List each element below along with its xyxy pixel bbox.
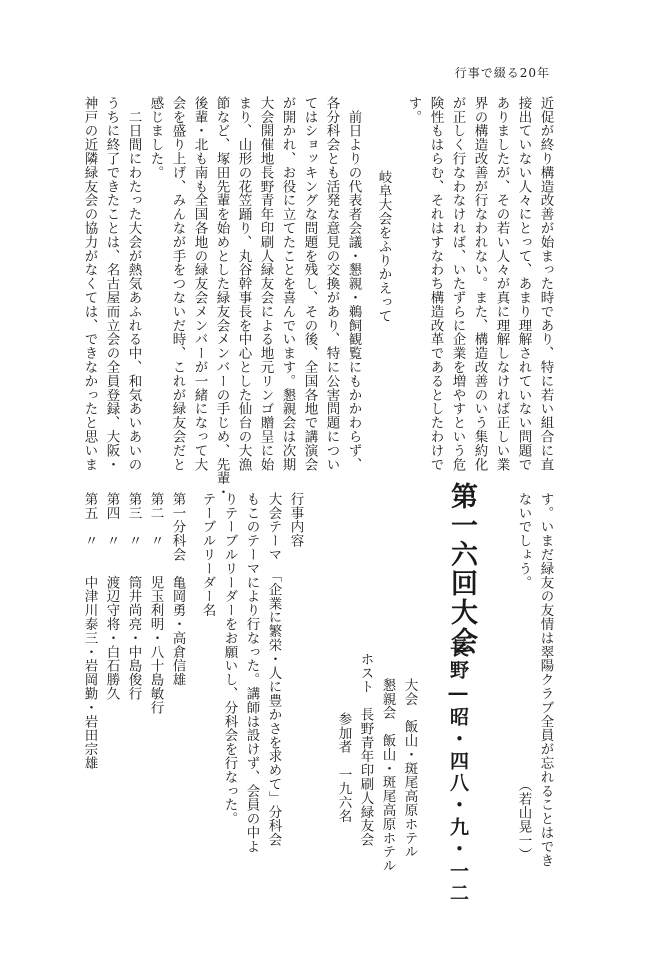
body-line: が正しく行なわなければ、いたずらに企業を増やすという危 [449,96,466,472]
leader-row: 第三 〃 筒井尚亮・中島俊行 [125,492,142,701]
body-line: す。 [405,96,422,124]
paragraph-line: 節など、塚田先輩を始めとした緑友会メンバーの手じめ、先輩・ [213,96,230,500]
paragraph-line: が開かれ、お役に立てたことを喜んでいます。懇親会は次期 [279,96,296,472]
body-line: 険性もはらむ、それはすなわち構造改革であるとしたわけで [427,96,444,472]
paragraph-line: 大会開催地長野青年印刷人緑友会による地元リンゴ贈呈に始 [257,96,274,472]
venue-info: 大会 飯山・斑尾高原ホテル [401,678,418,859]
leader-row: 第四 〃 渡辺守将・白石勝久 [103,492,120,701]
section-heading: 岐阜大会をふりかえって [375,170,392,323]
program-line: りテーブルリーダーをお願いし、分科会を行なった。 [221,492,238,826]
attendance-info: 参加者 一九六名 [335,712,352,824]
paragraph-line: 前日よりの代表者会議・懇親・鵜飼観覧にもかかわらず、 [345,96,362,472]
program-line: 大会テーマ 「企業に繁栄・人に豊かさを求めて」分科会 [265,492,282,847]
paragraph-line: 会を盛り上げ、みんなが手をつないだ時、これが緑友会だと [169,96,186,472]
program-line: テーブルリーダー名 [199,492,216,618]
meeting-title: 第一六回大会 [446,482,477,656]
program-line: もこのテーマにより行なった。講師は設けず、会員の中よ [243,492,260,854]
party-info: 懇親会 飯山・斑尾高原ホテル [379,678,396,873]
paragraph-line: 後輩・北も南も全国各地の緑友会メンバーが一緒になって大 [191,96,208,472]
leader-row: 第二 〃 児玉利明・八十島敏行 [147,492,164,715]
paragraph-line: 神戸の近隣緑友会の協力がなくては、できなかったと思いま [81,96,98,472]
paragraph-line: てはショッキングな問題を残し、その後、全国各地で講演会 [301,96,318,472]
paragraph-line: 感じました。 [147,96,164,180]
host-info: ホスト 長野青年印刷人緑友会 [357,652,374,847]
body-line: 界の構造改善が行なわれない。また、構造改善のいう集約化 [471,96,488,472]
program-heading: 行事内容 [287,492,304,548]
paragraph-line: うちに終了できたことは、名古屋而立会の全員登録、大阪・ [103,96,120,472]
continuation-line: す。いまだ緑友の友情は翠陽クラブ全員が忘れることはでき [537,492,554,868]
leader-row: 第五 〃 中津川泰三・岩岡勤・岩田宗雄 [81,492,98,770]
author-name: （若山晃一） [515,778,532,862]
continuation-line: ないでしょう。 [515,492,532,590]
body-line: ありましたが、その若い人々が真に理解しなければ正しい業 [493,96,510,472]
running-title: 行事で綴る20年 [454,66,550,80]
leader-row: 第一分科会 亀岡勇・高倉信雄 [169,492,186,687]
paragraph-line: 二日間にわたった大会が熱気あふれる中、和気あいあいの [125,96,142,472]
body-line: 接出ていない人々にとって、あまり理解されていない問題で [515,96,532,472]
paragraph-line: 各分科会とも活発な意見の交換があり、特に公害問題につい [323,96,340,472]
body-line: 近促が終り構造改善が始まった時であり、特に若い組合に直 [537,96,554,472]
meeting-date: 長野―昭・四八・九・一二 [447,638,469,905]
paragraph-line: まり、山形の花笠踊り、丸谷幹事長を中心とした仙台の大漁 [235,96,252,472]
